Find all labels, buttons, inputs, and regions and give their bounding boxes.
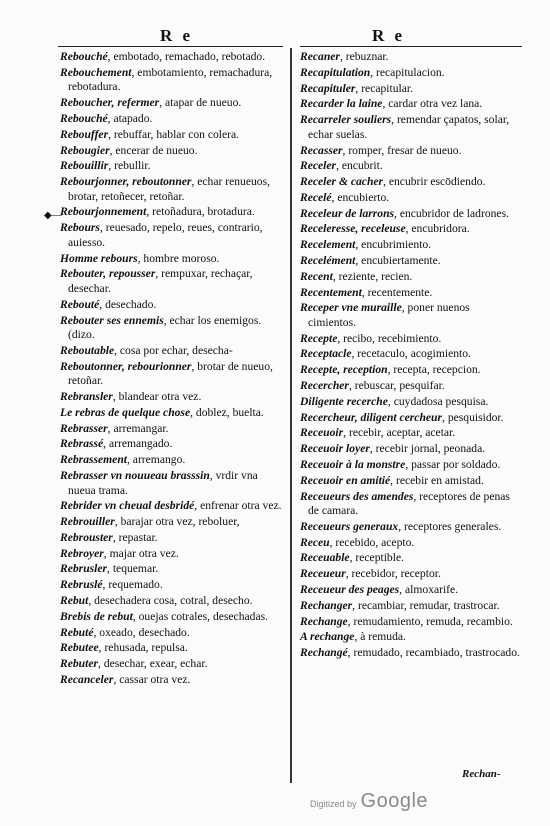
dictionary-entry xyxy=(300,222,520,237)
dictionary-entry xyxy=(300,599,520,614)
entry-headword: Recasser xyxy=(300,143,343,157)
dictionary-entry xyxy=(60,360,282,389)
entry-headword: Receler & cacher xyxy=(300,175,384,189)
right-running-head: R e xyxy=(372,26,406,45)
dictionary-entry xyxy=(60,267,282,296)
entry-headword: Receueurs des amendes xyxy=(300,489,414,503)
entry-headword: Rebransler xyxy=(60,390,113,404)
dictionary-entry xyxy=(300,301,520,330)
dictionary-entry xyxy=(300,82,520,97)
dictionary-entry xyxy=(300,144,520,159)
dictionary-entry xyxy=(60,469,282,498)
entry-definition: , arremangar. xyxy=(107,421,169,435)
entry-headword: Receueur xyxy=(300,567,346,581)
left-column xyxy=(60,50,282,689)
dictionary-entry xyxy=(60,96,282,111)
entry-definition: , requemado. xyxy=(102,578,163,592)
entry-headword: Rebrassé xyxy=(60,437,104,451)
left-header-rule xyxy=(58,46,283,47)
entry-definition: , receptores de penas de camara. xyxy=(308,489,510,518)
entry-definition: , encubridora. xyxy=(405,222,470,236)
dictionary-entry xyxy=(60,453,282,468)
entry-headword: Rebouter, repousser xyxy=(60,267,156,281)
entry-definition: , atapado. xyxy=(107,111,153,125)
dictionary-entry xyxy=(300,646,520,661)
entry-definition: , receptores generales. xyxy=(398,519,502,533)
entry-headword: Rebouché xyxy=(60,50,108,63)
entry-definition: , encerar de nueuo. xyxy=(109,143,198,157)
entry-headword: Receueur des peages xyxy=(300,583,400,596)
dictionary-entry xyxy=(300,50,520,65)
dictionary-entry xyxy=(60,562,282,577)
entry-definition: , encubierto. xyxy=(331,190,390,204)
entry-definition: , romper, fresar de nueuo. xyxy=(342,143,462,157)
entry-headword: Receleresse, receleuse xyxy=(300,222,406,236)
entry-headword: Rebouter ses ennemis xyxy=(60,313,164,327)
entry-definition: , desechadera cosa, cotral, desecho. xyxy=(88,594,253,608)
dictionary-entry xyxy=(60,390,282,405)
entry-headword: Recaner xyxy=(300,50,340,63)
entry-definition: , recapitulacion. xyxy=(370,65,445,79)
dictionary-entry xyxy=(60,578,282,593)
entry-headword: Rebougier xyxy=(60,143,110,157)
entry-definition: , vrdir vna nueua trama. xyxy=(68,468,258,497)
entry-headword: Recelement xyxy=(300,238,356,252)
entry-headword: Receptacle xyxy=(300,347,352,361)
entry-definition: , remudamiento, remuda, recambio. xyxy=(347,614,513,628)
entry-headword: Rebutee xyxy=(60,641,99,655)
entry-headword: Rebourjonnement xyxy=(60,205,147,219)
dictionary-entry xyxy=(300,286,520,301)
entry-definition: , majar otra vez. xyxy=(103,546,179,560)
entry-definition: , atapar de nueuo. xyxy=(159,96,242,110)
dictionary-entry xyxy=(300,551,520,566)
entry-definition: , desechado. xyxy=(99,297,157,311)
entry-headword: Rebroyer xyxy=(60,546,104,560)
entry-headword: Reboutonner, rebourionner xyxy=(60,359,192,373)
dictionary-entry xyxy=(60,205,282,220)
entry-headword: Receuoir xyxy=(300,426,344,440)
entry-definition: , encubrit. xyxy=(336,159,383,173)
dictionary-entry xyxy=(60,610,282,625)
entry-headword: Le rebras de quelque chose xyxy=(60,405,191,419)
entry-headword: Rebrasser xyxy=(60,421,108,435)
entry-headword: Rebrasser vn nouueau brasssin xyxy=(60,468,210,482)
entry-definition: , recebir jornal, peonada. xyxy=(369,442,486,456)
dictionary-entry xyxy=(300,520,520,535)
dictionary-entry xyxy=(300,490,520,519)
dictionary-entry xyxy=(300,630,520,645)
entry-headword: Reboutable xyxy=(60,343,115,357)
entry-headword: Rechange xyxy=(300,614,348,628)
entry-headword: Receu xyxy=(300,535,330,549)
entry-definition: , enfrenar otra vez. xyxy=(194,499,282,513)
entry-headword: Receuoir loyer xyxy=(300,442,370,456)
entry-definition: , pesquisidor. xyxy=(442,410,504,424)
entry-definition: , rebuznar. xyxy=(339,50,389,63)
entry-headword: Rechangé xyxy=(300,646,348,660)
entry-definition: , rebullir. xyxy=(108,159,151,173)
dictionary-entry xyxy=(300,254,520,269)
entry-definition: , ouejas cotrales, desechadas. xyxy=(132,609,268,623)
entry-headword: Homme rebours xyxy=(60,251,138,265)
dictionary-entry xyxy=(300,567,520,582)
entry-headword: Receper vne muraille xyxy=(300,301,402,315)
dictionary-entry xyxy=(300,66,520,81)
dictionary-entry xyxy=(60,531,282,546)
entry-headword: Rebut xyxy=(60,594,89,608)
entry-headword: A rechange xyxy=(300,630,355,644)
entry-definition: , cassar otra vez. xyxy=(113,672,191,686)
entry-headword: Recent xyxy=(300,269,333,283)
entry-definition: , encubiertamente. xyxy=(355,253,441,267)
entry-headword: Rebrider vn cheual desbridé xyxy=(60,499,195,513)
entry-headword: Recarder la laine xyxy=(300,97,383,111)
entry-definition: , barajar otra vez, reboluer, xyxy=(114,515,240,529)
dictionary-entry xyxy=(300,474,520,489)
dictionary-entry xyxy=(300,615,520,630)
entry-headword: Rebouché xyxy=(60,111,108,125)
dictionary-entry xyxy=(300,97,520,112)
entry-headword: Rebuter xyxy=(60,657,99,671)
dictionary-entry xyxy=(60,144,282,159)
dictionary-entry xyxy=(60,641,282,656)
dictionary-entry xyxy=(300,175,520,190)
entry-definition: , encubrir escōdiendo. xyxy=(383,175,486,189)
dictionary-entry xyxy=(300,379,520,394)
entry-definition: , embotado, remachado, rebotado. xyxy=(107,50,266,63)
entry-definition: , encubridor de ladrones. xyxy=(394,206,509,220)
dictionary-entry xyxy=(300,411,520,426)
entry-definition: , reziente, recien. xyxy=(332,269,413,283)
entry-definition: , encubrimiento. xyxy=(355,238,432,252)
entry-headword: Recercher xyxy=(300,379,349,393)
dictionary-entry xyxy=(60,298,282,313)
entry-definition: , brotar de nueuo, retoñar. xyxy=(68,359,273,388)
entry-definition: , rebuffar, hablar con colera. xyxy=(108,127,240,141)
entry-definition: , embotamiento, remachadura, rebotadura. xyxy=(68,65,273,94)
google-logo: Google xyxy=(360,790,429,812)
entry-definition: , reuesado, repelo, reues, contrario, auiesso. xyxy=(68,221,263,249)
entry-headword: Recanceler xyxy=(60,672,114,686)
dictionary-entry xyxy=(60,626,282,641)
entry-headword: Rebrusler xyxy=(60,562,108,576)
left-running-head: R e xyxy=(160,26,194,45)
entry-definition: , receptible. xyxy=(349,551,404,565)
entry-headword: Rebrouiller xyxy=(60,515,115,529)
entry-definition: , cardar otra vez lana. xyxy=(382,97,483,111)
dictionary-entry xyxy=(300,395,520,410)
entry-headword: Rebours xyxy=(60,221,100,235)
dictionary-entry xyxy=(60,66,282,95)
dictionary-entry xyxy=(60,657,282,672)
entry-headword: Diligente recerche xyxy=(300,394,388,408)
dictionary-entry xyxy=(300,207,520,222)
right-header-rule xyxy=(300,46,522,47)
dictionary-entry xyxy=(60,159,282,174)
entry-headword: Receler xyxy=(300,159,337,173)
dictionary-entry xyxy=(60,175,282,204)
catchword: Rechan- xyxy=(462,768,501,780)
entry-headword: Recercheur, diligent cercheur xyxy=(300,410,443,424)
entry-definition: , recebir, aceptar, acetar. xyxy=(343,426,456,440)
entry-headword: Rechanger xyxy=(300,598,353,612)
dictionary-entry xyxy=(300,113,520,142)
dictionary-entry xyxy=(60,314,282,343)
entry-headword: Rebrouster xyxy=(60,530,113,544)
dictionary-entry xyxy=(60,344,282,359)
entry-headword: Receuoir en amitié xyxy=(300,473,391,487)
entry-definition: , recebidor, receptor. xyxy=(345,567,441,581)
dictionary-entry xyxy=(60,437,282,452)
entry-headword: Receuable xyxy=(300,551,350,565)
dictionary-entry xyxy=(60,422,282,437)
dictionary-entry xyxy=(60,50,282,65)
entry-headword: Recelément xyxy=(300,253,356,267)
entry-definition: , repastar. xyxy=(112,530,158,544)
entry-definition: , recapitular. xyxy=(355,81,414,95)
dictionary-entry xyxy=(60,673,282,688)
dictionary-entry xyxy=(60,547,282,562)
dictionary-entry xyxy=(300,332,520,347)
dictionary-entry xyxy=(60,594,282,609)
entry-definition: , recambiar, remudar, trastrocar. xyxy=(352,598,500,612)
dictionary-entry xyxy=(300,347,520,362)
entry-definition: , arremangado. xyxy=(103,437,173,451)
entry-definition: , rehusada, repulsa. xyxy=(98,641,188,655)
entry-definition: , almoxarife. xyxy=(399,583,459,596)
dictionary-entry xyxy=(300,536,520,551)
entry-headword: Recarreler souliers xyxy=(300,113,392,127)
entry-definition: , doblez, buelta. xyxy=(190,405,264,419)
entry-headword: Recapitulation xyxy=(300,65,371,79)
dictionary-entry xyxy=(300,363,520,378)
entry-definition: , rempuxar, rechaçar, desechar. xyxy=(68,267,253,295)
entry-headword: Receuoir à la monstre xyxy=(300,457,406,471)
entry-definition: , passar por soldado. xyxy=(405,457,501,471)
entry-headword: Rebouillir xyxy=(60,159,109,173)
entry-definition: , recentemente. xyxy=(361,285,433,299)
entry-definition: , tequemar. xyxy=(107,562,159,576)
entry-headword: Rebrassement xyxy=(60,453,127,467)
dictionary-entry xyxy=(300,583,520,598)
dictionary-entry xyxy=(300,442,520,457)
entry-headword: Receleur de larrons xyxy=(300,206,395,220)
margin-pointer-mark: ◆— xyxy=(44,210,62,221)
entry-definition: , recetaculo, acogimiento. xyxy=(351,347,471,361)
entry-definition: , retoñadura, brotadura. xyxy=(146,205,255,219)
dictionary-entry xyxy=(300,238,520,253)
entry-headword: Rebouffer xyxy=(60,127,109,141)
dictionary-entry xyxy=(60,252,282,267)
right-column xyxy=(300,50,520,662)
entry-definition: , recepta, recepcion. xyxy=(387,363,481,377)
dictionary-entry xyxy=(300,270,520,285)
dictionary-entry xyxy=(60,499,282,514)
entry-headword: Recapituler xyxy=(300,81,356,95)
entry-headword: Reboucher, refermer xyxy=(60,96,160,110)
digitized-watermark xyxy=(310,790,428,813)
entry-definition: , recebir en amistad. xyxy=(390,473,484,487)
entry-headword: Rebuté xyxy=(60,625,94,639)
entry-definition: , recebido, acepto. xyxy=(329,535,415,549)
dictionary-entry xyxy=(60,515,282,530)
dictionary-entry xyxy=(300,159,520,174)
entry-definition: , echar renueuos, brotar, retoñecer, retoñar. xyxy=(68,175,270,203)
dictionary-entry xyxy=(300,458,520,473)
entry-headword: Recentement xyxy=(300,285,362,299)
watermark-prefix: Digitized by xyxy=(310,799,357,809)
dictionary-entry xyxy=(300,426,520,441)
entry-definition: , hombre moroso. xyxy=(137,251,220,265)
entry-definition: , poner nuenos cimientos. xyxy=(308,301,470,329)
dictionary-entry xyxy=(60,128,282,143)
entry-definition: , desechar, exear, echar. xyxy=(98,657,208,671)
entry-definition: , cuydadosa pesquisa. xyxy=(387,394,489,408)
entry-definition: , blandear otra vez. xyxy=(112,390,202,404)
entry-definition: , echar los enemigos. (dizo. xyxy=(68,313,262,342)
column-divider xyxy=(290,48,292,783)
dictionary-entry xyxy=(300,191,520,206)
entry-headword: Rebouchement xyxy=(60,65,132,79)
entry-headword: Recepte xyxy=(300,331,338,345)
entry-definition: , cosa por echar, desecha- xyxy=(114,343,233,357)
dictionary-entry xyxy=(60,112,282,127)
entry-headword: Recelé xyxy=(300,190,332,204)
dictionary-entry xyxy=(60,406,282,421)
entry-headword: Rebouté xyxy=(60,297,100,311)
entry-definition: , recibo, recebimiento. xyxy=(337,331,442,345)
entry-headword: Recepte, reception xyxy=(300,363,388,377)
entry-definition: , remudado, recambiado, trastrocado. xyxy=(347,646,520,660)
entry-headword: Rebourjonner, reboutonner xyxy=(60,175,192,189)
entry-definition: , à remuda. xyxy=(354,630,406,644)
entry-definition: , remendar çapatos, solar, echar suelas. xyxy=(308,113,510,141)
entry-headword: Receueurs generaux xyxy=(300,519,399,533)
entry-headword: Rebruslé xyxy=(60,578,103,592)
entry-headword: Brebis de rebut xyxy=(60,609,133,623)
entry-definition: , oxeado, desechado. xyxy=(93,625,190,639)
entry-definition: , rebuscar, pesquifar. xyxy=(348,379,445,393)
dictionary-entry xyxy=(60,221,282,250)
entry-definition: , arremango. xyxy=(127,453,186,467)
